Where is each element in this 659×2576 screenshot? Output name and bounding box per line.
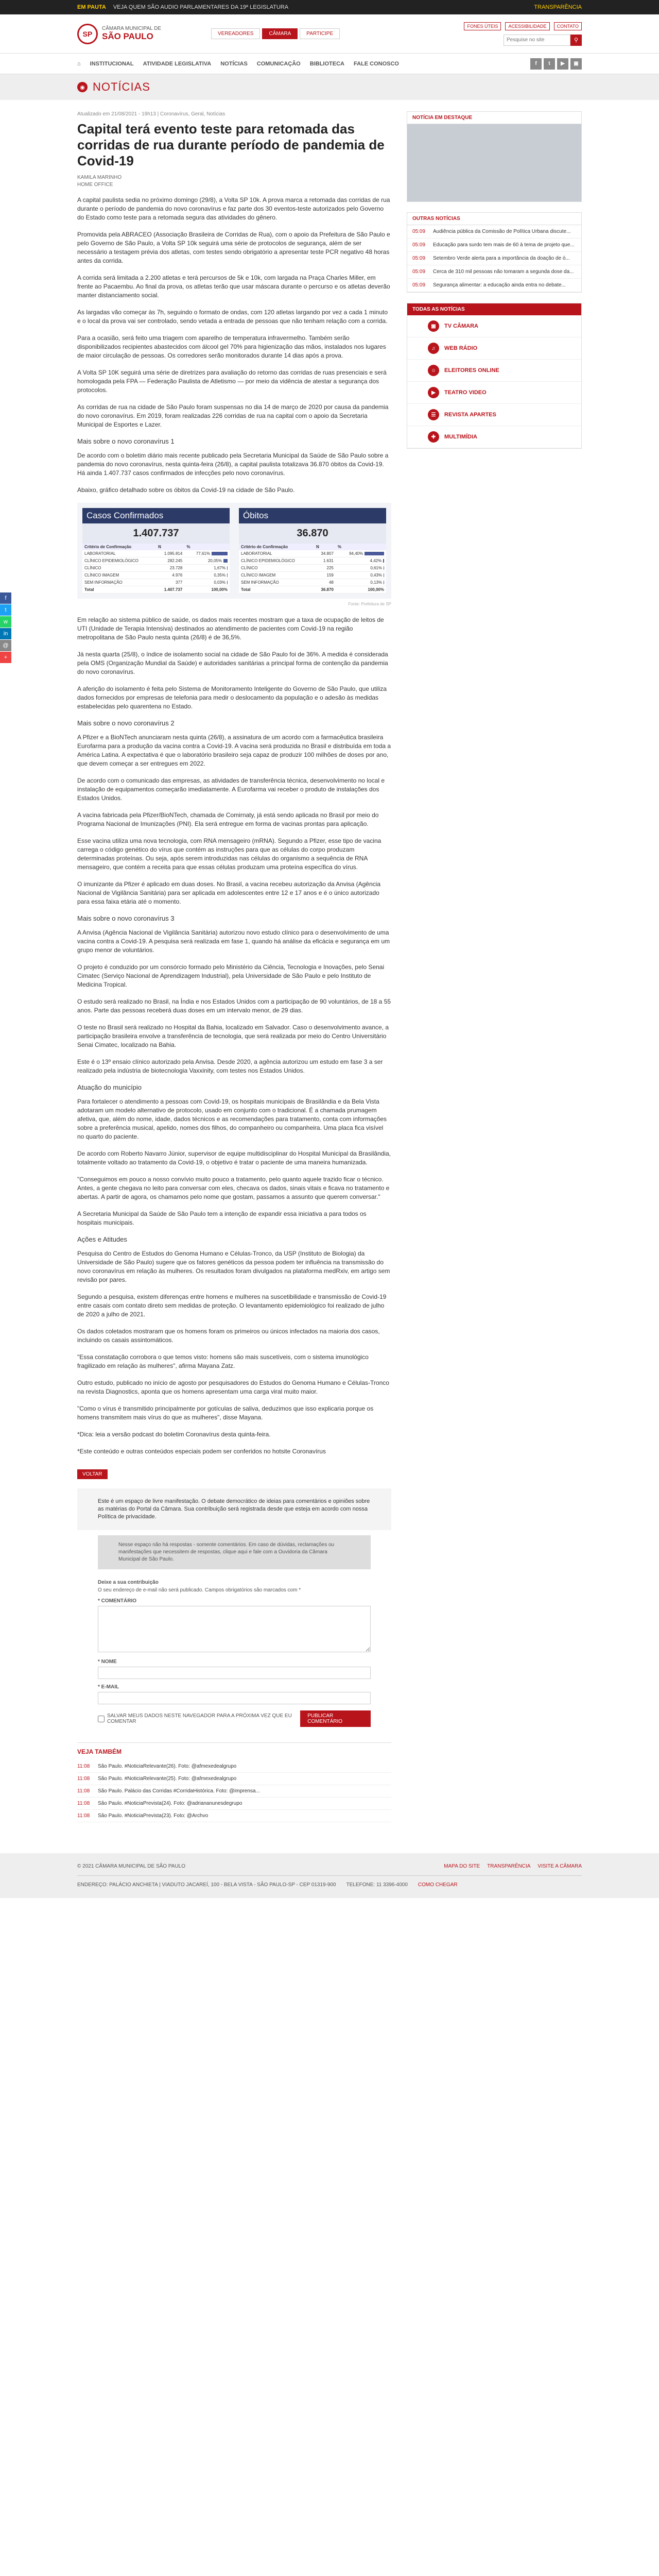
paragraph: Os dados coletados mostraram que os homens foram os primeiros ou únicos infectados na maioria dos casos, incluindo os casais assintomáticos. — [77, 1328, 380, 1344]
transparencia-footer-link[interactable]: TRANSPARÊNCIA — [487, 1863, 531, 1869]
youtube-icon[interactable]: ▶ — [557, 58, 568, 70]
table-row — [239, 557, 386, 565]
table-row — [82, 579, 230, 586]
item-time: 05:09 — [412, 242, 426, 248]
footer-address: ENDEREÇO: PALÁCIO ANCHIETA | VIADUTO JACAREÍ, 100 - BELA VISTA - SÃO PAULO-SP - CEP 01319-900 — [77, 1882, 336, 1888]
paragraph: De acordo com o comunicado das empresas, as atividades de transferência técnica, desenvolvimento no local e instalação de equipamentos começarão imediatamente. A Eurofarma vai receber o produto de instalações dos Estados Unidos. — [77, 777, 385, 802]
item-time: 11:08 — [77, 1776, 90, 1782]
article — [77, 111, 391, 1822]
section-heading: Mais sobre o novo coronavírus 3 — [77, 914, 175, 922]
tab-vereadores[interactable]: VEREADORES — [211, 28, 260, 39]
author-location: HOME OFFICE — [77, 182, 113, 188]
row-label: CLÍNICO EPIDEMIOLÓGICO — [239, 557, 314, 565]
item-time: 05:09 — [412, 229, 426, 234]
table-header: Critério de Confirmação — [82, 544, 156, 550]
row-pct: 100,00% — [336, 586, 386, 594]
row-pct: 4,42% — [370, 558, 382, 563]
link-label: TEATRO VIDEO — [444, 389, 487, 396]
row-label: LABORATORIAL — [239, 550, 314, 557]
author-name: KAMILA MARINHO — [77, 175, 122, 180]
transparencia-link[interactable]: TRANSPARÊNCIA — [534, 4, 582, 10]
teatro-video-link[interactable] — [407, 382, 581, 404]
row-pct: 0,03% — [214, 580, 226, 585]
paragraph: Em relação ao sistema público de saúde, os dados mais recentes mostram que a taxa de ocupação de leitos de UTI (Unidade de Terapia Intensiva) destinados ao atendimento de pacientes com Covid-19 na região metropolitana de São Paulo nesta quinta (26/8) é de 36,5%. — [77, 616, 384, 641]
item-text[interactable]: Cerca de 310 mil pessoas não tomaram a segunda dose da... — [433, 269, 574, 275]
mapa-do-site-link[interactable]: MAPA DO SITE — [444, 1863, 480, 1869]
row-pct: 100,00% — [184, 586, 230, 594]
row-value: 48 — [314, 579, 336, 586]
eleitores-online-link[interactable] — [407, 360, 581, 382]
nav-biblioteca[interactable]: BIBLIOTECA — [309, 60, 344, 67]
item-time: 11:08 — [77, 1788, 90, 1794]
list-item[interactable] — [77, 1810, 391, 1822]
page-title: NOTÍCIAS — [93, 80, 150, 93]
row-value: 36.870 — [314, 586, 336, 594]
tv-camara-link[interactable] — [407, 315, 581, 337]
save-data-label: SALVAR MEUS DADOS NESTE NAVEGADOR PARA A PRÓXIMA VEZ QUE EU COMENTAR — [107, 1713, 292, 1724]
site-footer — [0, 1853, 659, 1898]
item-text[interactable]: Setembro Verde alerta para a importância da doação de ó... — [433, 256, 570, 261]
row-label: SEM INFORMAÇÃO — [239, 579, 314, 586]
logo-top-text: CÂMARA MUNICIPAL DE — [102, 26, 162, 31]
paragraph: *Este conteúdo e outras conteúdos especiais podem ser conferidos no hotsite Coronavírus — [77, 1448, 326, 1455]
link-label: MULTIMÍDIA — [444, 434, 477, 440]
email-field[interactable] — [98, 1692, 371, 1704]
item-text[interactable]: Segurança alimentar: a educação ainda entra no debate... — [433, 282, 566, 288]
twitter-share-icon[interactable]: t — [0, 604, 11, 616]
bar-mark — [227, 581, 228, 584]
article-title: Capital terá evento teste para retomada das corridas de rua durante período de pandemia de Covid-19 — [77, 121, 385, 168]
web-radio-link[interactable] — [407, 337, 581, 360]
search-input[interactable] — [504, 35, 570, 46]
bar-mark — [365, 552, 384, 555]
nav-noticias[interactable]: NOTÍCIAS — [220, 60, 248, 67]
footer-copyright: © 2021 CÂMARA MUNICIPAL DE SÃO PAULO — [77, 1863, 186, 1869]
share-bar — [0, 592, 11, 664]
more-share-icon[interactable]: + — [0, 652, 11, 663]
row-label: CLÍNICO — [239, 565, 314, 572]
link-label: ELEITORES ONLINE — [444, 367, 499, 374]
paragraph: O projeto é conduzido por um consórcio formado pelo Ministério da Ciência, Tecnologia e Inovações, pelo Senai Cimatec (Serviço Nacional de Aprendizagem Industrial), pela Universidade de São Paulo e pelo Instituto de Medicina Tropical. — [77, 963, 385, 988]
row-pct: 0,43% — [370, 573, 382, 578]
row-pct: 0,35% — [214, 573, 226, 578]
table-row — [239, 550, 386, 557]
tab-camara[interactable]: CÂMARA — [262, 28, 298, 39]
table-row — [82, 565, 230, 572]
table-row — [239, 572, 386, 579]
top-bar — [0, 0, 659, 14]
paragraph: A Secretaria Municipal da Saúde de São Paulo tem a intenção de expandir essa iniciativa a para todos os hospitais municipais. — [77, 1210, 367, 1226]
item-time: 05:09 — [412, 282, 426, 288]
paragraph: As corridas de rua na cidade de São Paulo foram suspensas no dia 14 de março de 2020 por causa da pandemia do novo coronavírus. Em 2019, foram realizadas 226 corridas de rua na capital com o apoio da Secretaria Municipal de Esportes e Lazer. — [77, 403, 389, 428]
list-item[interactable] — [407, 279, 581, 292]
nav-comunicacao[interactable]: COMUNICAÇÃO — [256, 60, 301, 67]
search-icon[interactable]: ⚲ — [570, 35, 582, 46]
multimidia-link[interactable] — [407, 426, 581, 448]
veja-tambem — [77, 1742, 391, 1822]
contato-link[interactable]: CONTATO — [554, 22, 582, 30]
page-title-bar — [0, 74, 659, 100]
row-label: Total — [82, 586, 156, 594]
article-meta: Atualizado em 21/08/2021 - 19h13 | Coronavírus, Geral, Notícias — [77, 111, 226, 117]
comment-label: * COMENTÁRIO — [98, 1598, 136, 1604]
form-title: Deixe a sua contribuição — [98, 1580, 159, 1585]
paragraph: A capital paulista sedia no próximo domingo (29/8), a Volta SP 10k. A prova marca a retomada das corridas de rua durante o período de pandemia do novo coronavírus e faz parte dos 30 eventos-teste autorizados pelo Governo do Estado como teste para a retomada segura das atividades do gênero. — [77, 196, 390, 221]
sidebar — [407, 111, 582, 1822]
table-header: N — [156, 544, 184, 550]
header-tabs — [211, 28, 340, 39]
destaque-box — [407, 111, 582, 202]
paragraph: As largadas vão começar às 7h, seguindo o formato de ondas, com 120 atletas largando por vez a cada 1 minuto e o local da prova vai ser controlado, sendo vetada a entrada de pessoas que não tenham relação com a corrida. — [77, 309, 388, 325]
table-header: % — [184, 544, 230, 550]
save-data-checkbox-row[interactable] — [98, 1713, 300, 1724]
casos-table — [82, 544, 230, 594]
name-label: * NOME — [98, 1659, 117, 1665]
site-header — [0, 14, 659, 54]
main-nav — [0, 54, 659, 74]
footer-phone: TELEFONE: 11 3396-4000 — [346, 1882, 408, 1888]
item-time: 11:08 — [77, 1801, 90, 1806]
chart-caption: Fonte: Prefeitura de SP — [348, 602, 391, 606]
twitter-icon[interactable]: t — [544, 58, 555, 70]
instagram-icon[interactable]: ▣ — [570, 58, 582, 70]
obitos-table — [239, 544, 386, 594]
paragraph: Já nesta quarta (25/8), o índice de isolamento social na cidade de São Paulo foi de 36%. A medida é considerada pela OMS (Organização Mundial da Saúde) e autoridades sanitárias a principal forma de contenção da pandemia do novo coronavírus. — [77, 651, 388, 675]
paragraph: O imunizante da Pfizer é aplicado em duas doses. No Brasil, a vacina recebeu autorização da Anvisa (Agência Nacional de Vigilância Sanitária) para ser aplicada em adolescentes entre 12 e 17 anos e é o único autorizado para essa faixa etária até o momento. — [77, 880, 380, 905]
paragraph: Abaixo, gráfico detalhado sobre os óbitos da Covid-19 na cidade de São Paulo. — [77, 486, 295, 494]
table-row-total — [82, 586, 230, 594]
row-value: 282.245 — [156, 557, 184, 565]
bar-mark — [383, 559, 384, 563]
row-pct: 77,61% — [196, 551, 210, 556]
paragraph: A vacina fabricada pela Pfizer/BioNTech, chamada de Comirnaty, já está sendo aplicada no Brasil por meio do Programa Nacional de Imunizações (PNI). Ela será entregue em forma de vacinas prontas para aplicação. — [77, 811, 379, 827]
nav-institucional[interactable]: INSTITUCIONAL — [90, 60, 134, 67]
veja-tambem-title: VEJA TAMBÉM — [77, 1748, 122, 1755]
table-row — [239, 565, 386, 572]
list-item[interactable] — [407, 265, 581, 279]
nav-fale-conosco[interactable]: FALE CONOSCO — [353, 60, 399, 67]
table-row — [239, 579, 386, 586]
row-value: 34.807 — [314, 550, 336, 557]
section-heading: Mais sobre o novo coronavírus 2 — [77, 719, 175, 727]
paragraph: A Volta SP 10K seguirá uma série de diretrizes para avaliação do retorno das corridas de ruas presenciais e será homologada pela FPA — Federação Paulista de Atletismo — por meio da vidência de atestar a segurança dos protocolos. — [77, 369, 387, 394]
facebook-share-icon[interactable]: f — [0, 592, 11, 604]
email-label: * E-MAIL — [98, 1684, 119, 1690]
item-time: 05:09 — [412, 256, 426, 261]
row-pct: 1,67% — [214, 566, 226, 570]
item-time: 11:08 — [77, 1813, 90, 1819]
row-pct: 0,61% — [370, 566, 382, 570]
nav-atividade-legislativa[interactable]: ATIVIDADE LEGISLATIVA — [143, 60, 212, 67]
row-value: 4.976 — [156, 572, 184, 579]
covid-stats-chart — [77, 503, 391, 599]
bar-mark — [227, 566, 228, 570]
article-body — [77, 196, 391, 1456]
table-header: N — [314, 544, 336, 550]
paragraph: Este é o 13º ensaio clínico autorizado pela Anvisa. Desde 2020, a agência autorizou um estudo em fase 3 a ser realizado pela indústria de biotecnologia Vaxxinity, com testes nos Estados Unidos. — [77, 1058, 383, 1074]
paragraph: A corrida será limitada a 2.200 atletas e terá percursos de 5k e 10k, com largada na Praça Charles Miller, em frente ao Pacaembu. Ao final da prova, os atletas terão que usar máscara durante o percurso e os atletas deverão manter distanciamento social. — [77, 274, 390, 299]
row-value: 1.407.737 — [156, 586, 184, 594]
paragraph: Segundo a pesquisa, existem diferenças entre homens e mulheres na suscetibilidade e transmissão de Covid-19 entre casais com contato direto sem medidas de proteção. O levantamento epidemiológico foi realizado de julho de 2020 a julho de 2021. — [77, 1293, 387, 1318]
list-item[interactable] — [77, 1760, 391, 1773]
table-header: Critério de Confirmação — [239, 544, 314, 550]
multimedia-icon: ✚ — [428, 431, 439, 443]
item-text[interactable]: São Paulo. Palácio das Corridas #CorridaHistórica. Foto: @imprensa... — [98, 1788, 260, 1794]
email-share-icon[interactable]: @ — [0, 640, 11, 651]
bar-mark — [212, 552, 228, 555]
people-icon: ☺ — [428, 365, 439, 376]
voltar-button[interactable]: VOLTAR — [77, 1469, 108, 1479]
paragraph: A aferição do isolamento é feita pelo Sistema de Monitoramento Inteligente do Governo de São Paulo, que utiliza dados fornecidos por empresas de telefonia para medir o deslocamento da população e o adesão às medidas estabelecidas pelo quarentena no Estado. — [77, 685, 387, 710]
item-text[interactable]: São Paulo. #NoticiaPrevista(23). Foto: @Archvo — [98, 1813, 209, 1819]
paragraph: O teste no Brasil será realizado no Hospital da Bahia, localizado em Salvador. Caso o desenvolvimento avance, a participação brasileira envolve a transferência de tecnologia, que será realizada por meio do Centro Universitário Senai Cimatec, localizado na Bahia. — [77, 1024, 389, 1048]
save-data-checkbox[interactable] — [98, 1716, 105, 1722]
outras-noticias — [407, 212, 582, 293]
paragraph: "Essa constatação corrobora o que temos visto: homens são mais suscetíveis, com o sistema imunológico fragilizado em relação às mulheres", afirma Mayana Zatz. — [77, 1353, 369, 1369]
paragraph: Pesquisa do Centro de Estudos do Genoma Humano e Células-Tronco, da USP (Instituto de Biologia) da Universidade de São Paulo) sugere que os fatores genéticos da pessoa podem ter influência na transmissão do novo coronavírus em relação às mulheres. Os resultados foram divulgados na plataforma medRxiv, em artigo sem revisão por pares. — [77, 1250, 390, 1283]
table-row — [82, 572, 230, 579]
coat-of-arms-icon: SP — [77, 24, 98, 44]
radio-icon: ♫ — [428, 343, 439, 354]
visite-camara-link[interactable]: VISITE A CÂMARA — [537, 1863, 582, 1869]
casos-total: 1.407.737 — [82, 523, 230, 544]
item-text[interactable]: Educação para surdo tem mais de 60 à tema de projeto que... — [433, 242, 575, 248]
row-value: 1.631 — [314, 557, 336, 565]
row-label: Total — [239, 586, 314, 594]
row-value: 1.095.814 — [156, 550, 184, 557]
video-icon: ▶ — [428, 387, 439, 398]
tab-participe[interactable]: PARTICIPE — [300, 28, 340, 39]
paragraph: Para a ocasião, será feito uma triagem com aparelho de temperatura infravermelho. Também serão disponibilizados recipientes abastecidos com álcool gel 70% para higienização das mãos, instalados nos lugares de maior circulação de pessoas. Os corredores serão monitorados durante 14 dias após a prova. — [77, 334, 386, 359]
list-item[interactable] — [77, 1798, 391, 1810]
row-label: SEM INFORMAÇÃO — [82, 579, 156, 586]
publish-comment-button[interactable]: PUBLICAR COMENTÁRIO — [300, 1710, 371, 1727]
obitos-total: 36.870 — [239, 523, 386, 544]
site-logo[interactable] — [77, 24, 180, 44]
paragraph: "Conseguimos em pouco a nosso convívio muito pouco a tratamento, pelo quanto aquele trazido ficar o técnico. Antes, a gente chegava no leito para conversar com eles, checava os dados, sinais vitais e ficava no tratamento e abertas. A partir de agora, os chamamos pelo nome que gostam, passamos a assunto que querem conversar." — [77, 1176, 390, 1200]
item-time: 11:08 — [77, 1764, 90, 1769]
logo-main-text: SÃO PAULO — [102, 31, 153, 41]
obitos-title: Óbitos — [239, 508, 386, 523]
tv-icon: ▣ — [428, 320, 439, 332]
media-links — [407, 303, 582, 449]
form-hint: O seu endereço de e-mail não será publicado. Campos obrigatórios são marcados com * — [98, 1587, 301, 1593]
obitos-panel — [239, 508, 386, 594]
acessibilidade-link[interactable]: ACESSIBILIDADE — [505, 22, 549, 30]
name-field[interactable] — [98, 1667, 371, 1679]
paragraph: De acordo com Roberto Navarro Júnior, supervisor de equipe multidisciplinar do Hospital Municipal da Brasilândia, totalmente voltado ao tratamento da Covid-19, o objetivo é tratar o paciente de uma maneira humanizada. — [77, 1150, 391, 1166]
list-item[interactable] — [407, 252, 581, 265]
ouvidoria-warning: Nesse espaço não há respostas - somente comentários. Em caso de dúvidas, reclamações ou manifestações que necessitem de respostas, clique aqui e fale com a Ouvidoria da Câmara Municipal de São Paulo. — [98, 1535, 371, 1569]
comment-form — [77, 1580, 391, 1727]
paragraph: O estudo será realizado no Brasil, na Índia e nos Estados Unidos com a participação de 90 voluntários, de 18 a 55 anos. Parte das pessoas receberá duas doses em um intervalo menor, de 29 dias. — [77, 998, 391, 1014]
item-text[interactable]: São Paulo. #NoticiaPrevista(24). Foto: @adriananunesdegrupo — [98, 1801, 242, 1806]
item-text[interactable]: Audiência pública da Comissão de Política Urbana discute... — [433, 229, 571, 234]
book-icon: ☰ — [428, 409, 439, 420]
whatsapp-share-icon[interactable]: w — [0, 616, 11, 628]
facebook-icon[interactable]: f — [530, 58, 542, 70]
casos-title: Casos Confirmados — [82, 508, 230, 523]
casos-panel — [82, 508, 230, 594]
table-row — [82, 557, 230, 565]
paragraph: A Anvisa (Agência Nacional de Vigilância Sanitária) autorizou novo estudo clínico para o desenvolvimento de uma vacina contra a Covid-19. A pesquisa será realizada em fase 1, quando há análise da eficácia e segurança em um grupo menor de voluntários. — [77, 929, 390, 954]
linkedin-share-icon[interactable]: in — [0, 628, 11, 639]
revista-apartes-link[interactable] — [407, 404, 581, 426]
link-label: WEB RÁDIO — [444, 345, 478, 351]
paragraph: "Como o vírus é transmitido principalmente por gotículas de saliva, deduzimos que isso explicaria porque os homens transmitem mais vírus do que as mulheres", disse Mayana. — [77, 1405, 374, 1421]
list-item[interactable] — [77, 1773, 391, 1785]
section-heading: Atuação do município — [77, 1083, 142, 1091]
row-pct: 0,13% — [370, 580, 382, 585]
table-row-total — [239, 586, 386, 594]
comment-textarea[interactable] — [98, 1606, 371, 1652]
link-label: REVISTA APARTES — [444, 412, 496, 418]
paragraph: A Pfizer e a BioNTech anunciaram nesta quinta (26/8), a assinatura de um acordo com a farmacêutica brasileira Eurofarma para a produção da vacina contra a Covid-19. A vacina será produzida no Brasil e distribuída em toda a América Latina. A expectativa é que o laboratório brasileiro seja capaz de produzir 100 milhões de doses por ano, que devem começar a ser entregues em 2022. — [77, 734, 391, 767]
article-author — [77, 174, 391, 189]
bar-mark — [227, 573, 228, 577]
list-item[interactable] — [407, 239, 581, 252]
row-label: LABORATORIAL — [82, 550, 156, 557]
news-icon: ◉ — [77, 82, 88, 92]
outras-title: OUTRAS NOTÍCIAS — [407, 213, 581, 225]
paragraph: Esse vacina utiliza uma nova tecnologia, com RNA mensageiro (mRNA). Segundo a Pfizer, esse tipo de vacina carrega o código genético do vírus que contém as instruções para que as células do corpo produzam determinadas proteínas. Ou seja, após serem introduzidas nas células do organismo a sequência de RNA mensageiro, que contém a receita para que essas células produzam uma proteína específica do vírus. — [77, 837, 381, 871]
paragraph: De acordo com o boletim diário mais recente publicado pela Secretaria Municipal da Saúde de São Paulo sobre a pandemia do novo coronavírus, nesta quinta-feira (26/8), a capital paulista totalizava 36.870 óbitos da Covid-19. Há ainda 1.407.737 casos confirmados de infecções pelo novo coronavírus. — [77, 452, 389, 477]
row-pct: 94,40% — [349, 551, 363, 556]
row-value: 225 — [314, 565, 336, 572]
row-value: 377 — [156, 579, 184, 586]
table-row — [82, 550, 230, 557]
item-text[interactable]: São Paulo. #NoticiaRelevante(25). Foto: @afmexedealgrupo — [98, 1776, 237, 1782]
comment-notice: Este é um espaço de livre manifestação. O debate democrático de ideias para comentários e opiniões sobre as matérias do Portal da Câmara. Sua contribuição será registrada desde que esteja em acordo com nossa Política de privacidade. — [77, 1488, 391, 1530]
destaque-image[interactable] — [407, 124, 581, 201]
item-text[interactable]: São Paulo. #NoticiaRelevante(26). Foto: @afmexedealgrupo — [98, 1764, 237, 1769]
link-label: TV CÂMARA — [444, 323, 478, 329]
row-label: CLÍNICO — [82, 565, 156, 572]
row-value: 23.728 — [156, 565, 184, 572]
paragraph: Para fortalecer o atendimento a pessoas com Covid-19, os hospitais municipais de Brasilândia e da Bela Vista adotaram um modelo alternativo de protocolo, usado em conjunto com o tradicional. É a chamada prumagem afetiva, que, além do nome, idade, dados técnicos e as recomendações para tratamento, conta com informações sobre a preferência musical, apelido, nomes dos filhos, do companheiro ou companheira. Uma placa fica visível no quarto do paciente. — [77, 1098, 387, 1140]
em-pauta-label: EM PAUTA — [77, 4, 106, 10]
top-bar-text[interactable]: VEJA QUEM SÃO AUDIO PARLAMENTARES DA 19ª LEGISLATURA — [113, 4, 289, 10]
section-heading: Mais sobre o novo coronavírus 1 — [77, 437, 175, 445]
home-icon[interactable]: ⌂ — [77, 60, 81, 67]
row-pct: 20,05% — [207, 558, 222, 563]
list-item[interactable] — [407, 225, 581, 239]
todas-noticias-button[interactable]: TODAS AS NOTÍCIAS — [407, 303, 581, 315]
list-item[interactable] — [77, 1785, 391, 1798]
row-label: CLÍNICO EPIDEMIOLÓGICO — [82, 557, 156, 565]
destaque-title: NOTÍCIA EM DESTAQUE — [407, 112, 581, 124]
row-value: 159 — [314, 572, 336, 579]
row-label: CLÍNICO IMAGEM — [239, 572, 314, 579]
paragraph: Promovida pela ABRACEO (Associação Brasileira de Corridas de Rua), com o apoio da Prefeitura de São Paulo e pelo Governo de São Paulo, a Volta SP 10k seguirá uma série de protocolos de segurança, além de ser necessário a testagem prévia dos atletas, com testes sendo obrigatório a apresentar teste PCR negativo 48 horas antes da corrida. — [77, 231, 390, 264]
fones-uteis-link[interactable]: FONES ÚTEIS — [464, 22, 501, 30]
item-time: 05:09 — [412, 269, 426, 275]
section-heading: Ações e Atitudes — [77, 1235, 127, 1243]
table-header: % — [336, 544, 386, 550]
paragraph: *Dica: leia a versão podcast do boletim Coronavírus desta quinta-feira. — [77, 1431, 271, 1438]
bar-mark — [223, 559, 228, 563]
row-label: CLÍNICO IMAGEM — [82, 572, 156, 579]
paragraph: Outro estudo, publicado no início de agosto por pesquisadores do Estudos do Genoma Humano e Células-Tronco na revista Diagnostics, aponta que os homens apresentam uma carga viral muito maior. — [77, 1379, 389, 1395]
como-chegar-link[interactable]: COMO CHEGAR — [418, 1882, 458, 1888]
